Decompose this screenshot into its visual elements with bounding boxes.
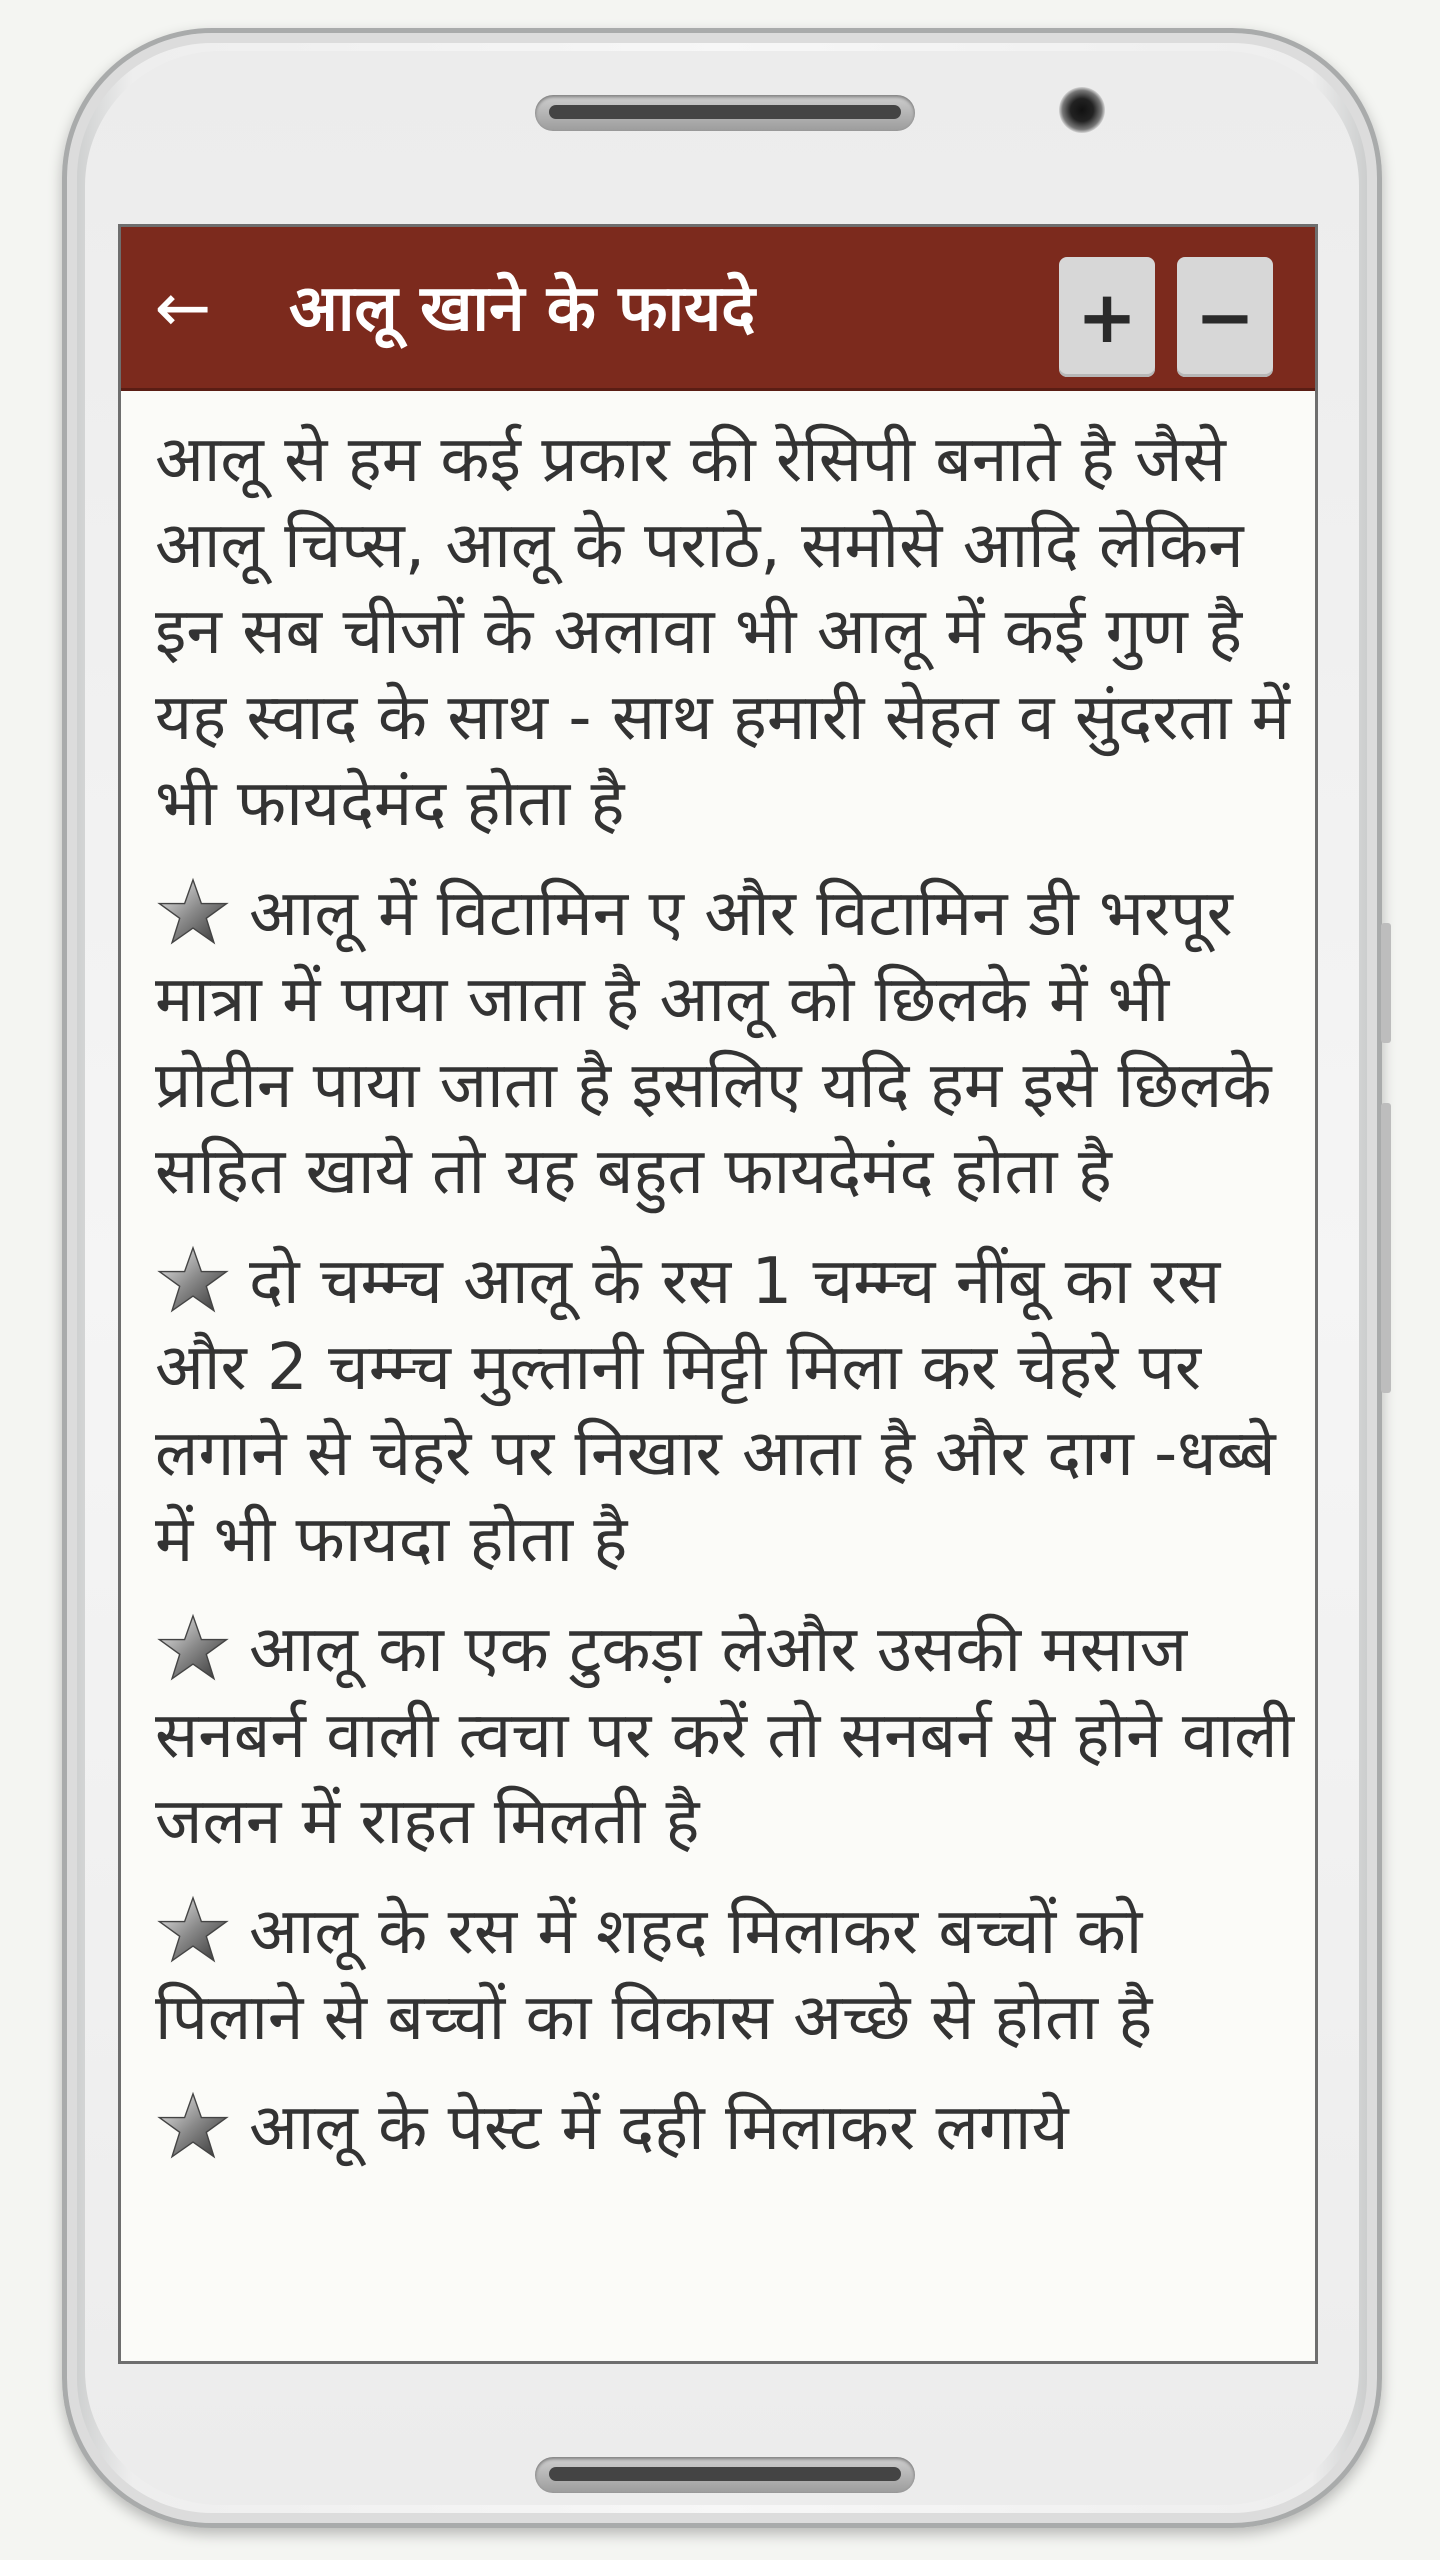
star-icon [155, 1245, 231, 1315]
benefit-item [155, 871, 1295, 1215]
benefit-text: आलू में विटामिन ए और विटामिन डी भरपूर मात्रा में पाया जाता है आलू को छिलके में भी प्रोटीन पाया जाता है इसलिए यदि हम इसे छिलके सहित खाये तो यह बहुत फायदेमंद होता है [155, 877, 1272, 1209]
star-icon [155, 1613, 231, 1683]
zoom-out-button[interactable]: − [1177, 257, 1273, 377]
app-screen [118, 224, 1318, 2364]
app-bar [121, 227, 1315, 391]
benefit-text: दो चम्म्च आलू के रस 1 चम्म्च नींबू का रस और 2 चम्म्च मुल्तानी मिट्टी मिला कर चेहरे पर लगाने से चेहरे पर निखार आता है और दाग -धब्बे में भी फायदा होता है [155, 1245, 1276, 1577]
top-speaker [535, 95, 915, 131]
benefit-text: आलू के रस में शहद मिलाकर बच्चों को पिलाने से बच्चों का विकास अच्छे से होता है [155, 1895, 1153, 2055]
intro-paragraph: आलू से हम कई प्रकार की रेसिपी बनाते है जैसे आलू चिप्स, आलू के पराठे, समोसे आदि लेकिन इन सब चीजों के अलावा भी आलू में कई गुण है यह स्वाद के साथ - साथ हमारी सेहत व सुंदरता में भी फायदेमंद होता है [155, 423, 1290, 841]
bottom-speaker [535, 2457, 915, 2493]
power-button [1381, 1103, 1391, 1393]
benefit-text: आलू के पेस्ट में दही मिलाकर लगाये [249, 2091, 1069, 2165]
benefit-item [155, 2085, 1295, 2171]
benefit-item [155, 1889, 1295, 2061]
benefit-text: आलू का एक टुकड़ा लेऔर उसकी मसाज सनबर्न वाली त्वचा पर करें तो सनबर्न से होने वाली जलन में राहत मिलती है [155, 1613, 1295, 1859]
page-title: आलू खाने के फायदे [289, 272, 756, 346]
benefit-item [155, 1239, 1295, 1583]
article-content [155, 417, 1295, 2195]
back-arrow-icon[interactable]: ← [154, 269, 212, 348]
star-icon [155, 877, 231, 947]
star-icon [155, 2091, 231, 2161]
volume-button [1381, 923, 1391, 1043]
front-camera [1059, 87, 1105, 133]
star-icon [155, 1895, 231, 1965]
benefit-item [155, 1607, 1295, 1865]
zoom-in-button[interactable]: + [1059, 257, 1155, 377]
